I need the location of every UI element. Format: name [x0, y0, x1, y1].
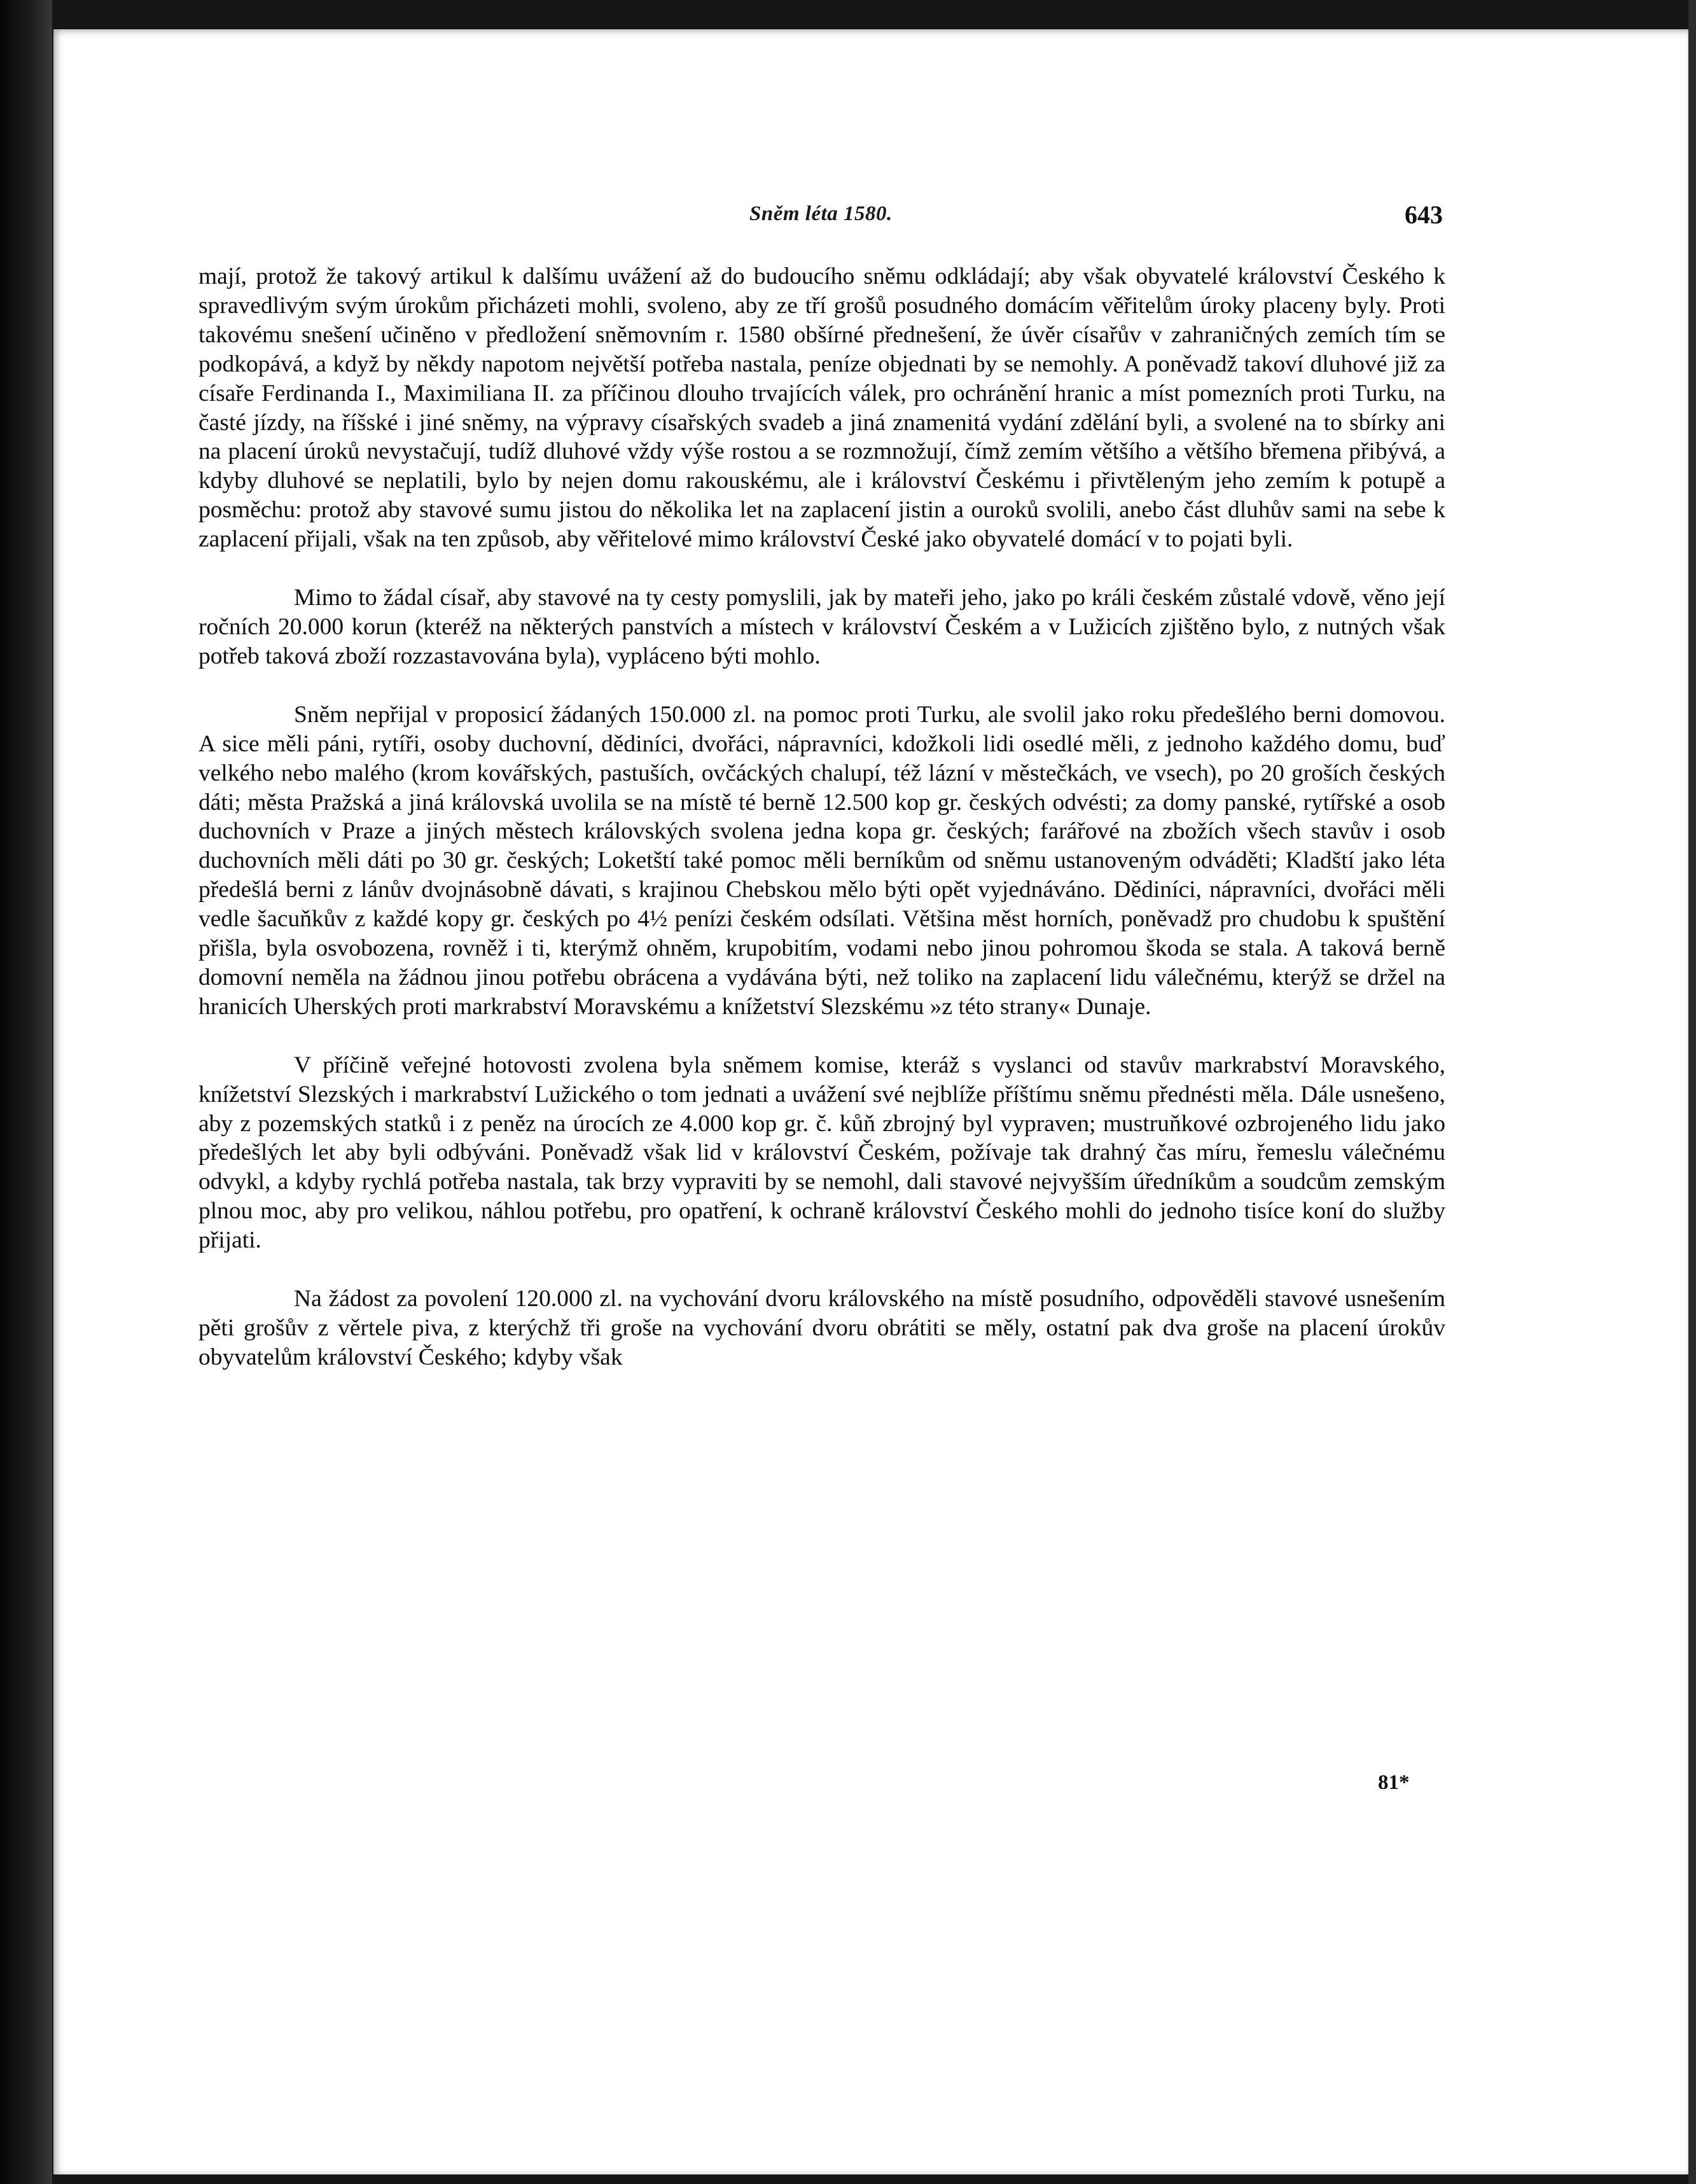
paragraph-3: Sněm nepřijal v proposicí žádaných 150.000 zl. na pomoc proti Turku, ale svolil jako roku předešlého berni domovou. A sice měli páni, rytíři, osoby duchovní, dědiníci, dvořáci, nápravníci, kdožkoli lidi osedlé měli, z jednoho každého domu, buď velkého nebo malého (krom kovářských, pastuších, ovčáckých chalupí, též lázní v městečkách, ve vsech), po 20 groších českých dáti; města Pražská a jiná královská uvolila se na místě té berně 12.500 kop gr. českých odvésti; za domy panské, rytířské a osob duchovních v Praze a jiných městech královských svolena jedna kopa gr. českých; farářové na zbožích všech stavův i osob duchovních měli dáti po 30 gr. českých; Loketští také pomoc měli berníkům od sněmu ustanoveným odváděti; Kladští jako léta předešlá berni z lánův dvojnásobně dávati, s krajinou Chebskou mělo býti opět vyjednáváno. Dědiníci, nápravníci, dvořáci měli vedle šacuňkův z každé kopy gr. českých po 4½ penízi českém odsílati. Většina měst horních, poněvadž pro chudobu k spuštění přišla, byla osvobozena, rovněž i ti, kterýmž ohněm, krupobitím, vodami nebo jinou pohromou škoda se stala. A taková berně domovní neměla na žádnou jinou potřebu obrácena a vydávána býti, než toliko na zaplacení lidu válečnému, kterýž se držel na hranicích Uherských proti markrabství Moravskému a knížetství Slezskému »z této strany« Dunaje.: [198, 701, 1445, 1020]
page-number: 643: [1405, 200, 1443, 229]
running-title: Sněm léta 1580.: [749, 202, 893, 225]
paragraph-4: V příčině veřejné hotovosti zvolena byla sněmem komise, kteráž s vyslanci od stavův markrabství Moravského, knížetství Slezských i markrabství Lužického o tom jednati a uvážení své nejblíže příštímu sněmu přednésti měla. Dále usnešeno, aby z pozemských statků i z peněz na úrocích ze 4.000 kop gr. č. kůň zbrojný byl vypraven; mustruňkové ozbrojeného lidu jako předešlých let aby byli odbýváni. Poněvadž však lid v království Českém, požívaje tak drahný čas míru, řemeslu válečnému odvykl, a kdyby rychlá potřeba nastala, tak brzy vypraviti by se nemohl, dali stavové nejvyšším úředníkům a soudcům zemským plnou moc, aby pro velikou, náhlou potřebu, pro opatření, k ochraně království Českého mohli do jednoho tisíce koní do služby přijati.: [198, 1052, 1445, 1254]
paragraph-5: Na žádost za povolení 120.000 zl. na vychování dvoru královského na místě posudního, odpověděli stavové usnešením pěti grošův z věrtele piva, z kterýchž tři groše na vychování dvoru obrátiti se měly, ostatní pak dva groše na placení úrokův obyvatelům království Českého; kdyby však: [198, 1286, 1445, 1370]
paragraph-2: Mimo to žádal císař, aby stavové na ty cesty pomyslili, jak by mateři jeho, jako po králi českém zůstalé vdově, věno její ročních 20.000 korun (kteréž na některých panstvích a místech v království Českém a v Lužicích zjištěno bylo, z nutných však potřeb taková zboží rozzastavována byla), vypláceno býti mohlo.: [198, 585, 1445, 669]
paragraph-1: mají, protož že takový artikul k dalšímu uvážení až do budoucího sněmu odkládají; aby však obyvatelé království Českého k spravedlivým svým úrokům přicházeti mohli, svoleno, aby ze tří grošů posudného domácím věřitelům úroky placeny byly. Proti takovému snešení učiněno v předložení sněmovním r. 1580 obšírné přednešení, že úvěr císařův v zahraničných zemích tím se podkopává, a když by někdy napotom největší potřeba nastala, peníze objednati by se nemohly. A poněvadž takoví dluhové již za císaře Ferdinanda I., Maximiliana II. za příčinou dlouho trvajících válek, pro ochránění hranic a míst pomezních proti Turku, na časté jízdy, na říšské i jiné sněmy, na výpravy císařských svadeb a jiná znamenitá vydání zdělání byli, a svolené na to sbírky ani na placení úroků nevystačují, tudíž dluhové vždy výše rostou a se rozmnožují, čímž zemím většího a většího břemena přibývá, a kdyby dluhové se neplatili, bylo by nejen domu rakouskému, ale i království Českému i přivtěleným jeho zemím k potupě a posměchu: protož aby stavové sumu jistou do několika let na zaplacení jistin a ouroků svolili, anebo část dluhův sami na sebe k zaplacení přijali, však na ten způsob, aby věřitelové mimo království České jako obyvatelé domácí v to pojati byli.: [198, 263, 1445, 553]
scan-left-border: [0, 0, 52, 2184]
body-text: [198, 262, 1445, 1372]
scan-right-border: [1688, 0, 1696, 2184]
printer-signature-mark: 81*: [1378, 1771, 1410, 1794]
